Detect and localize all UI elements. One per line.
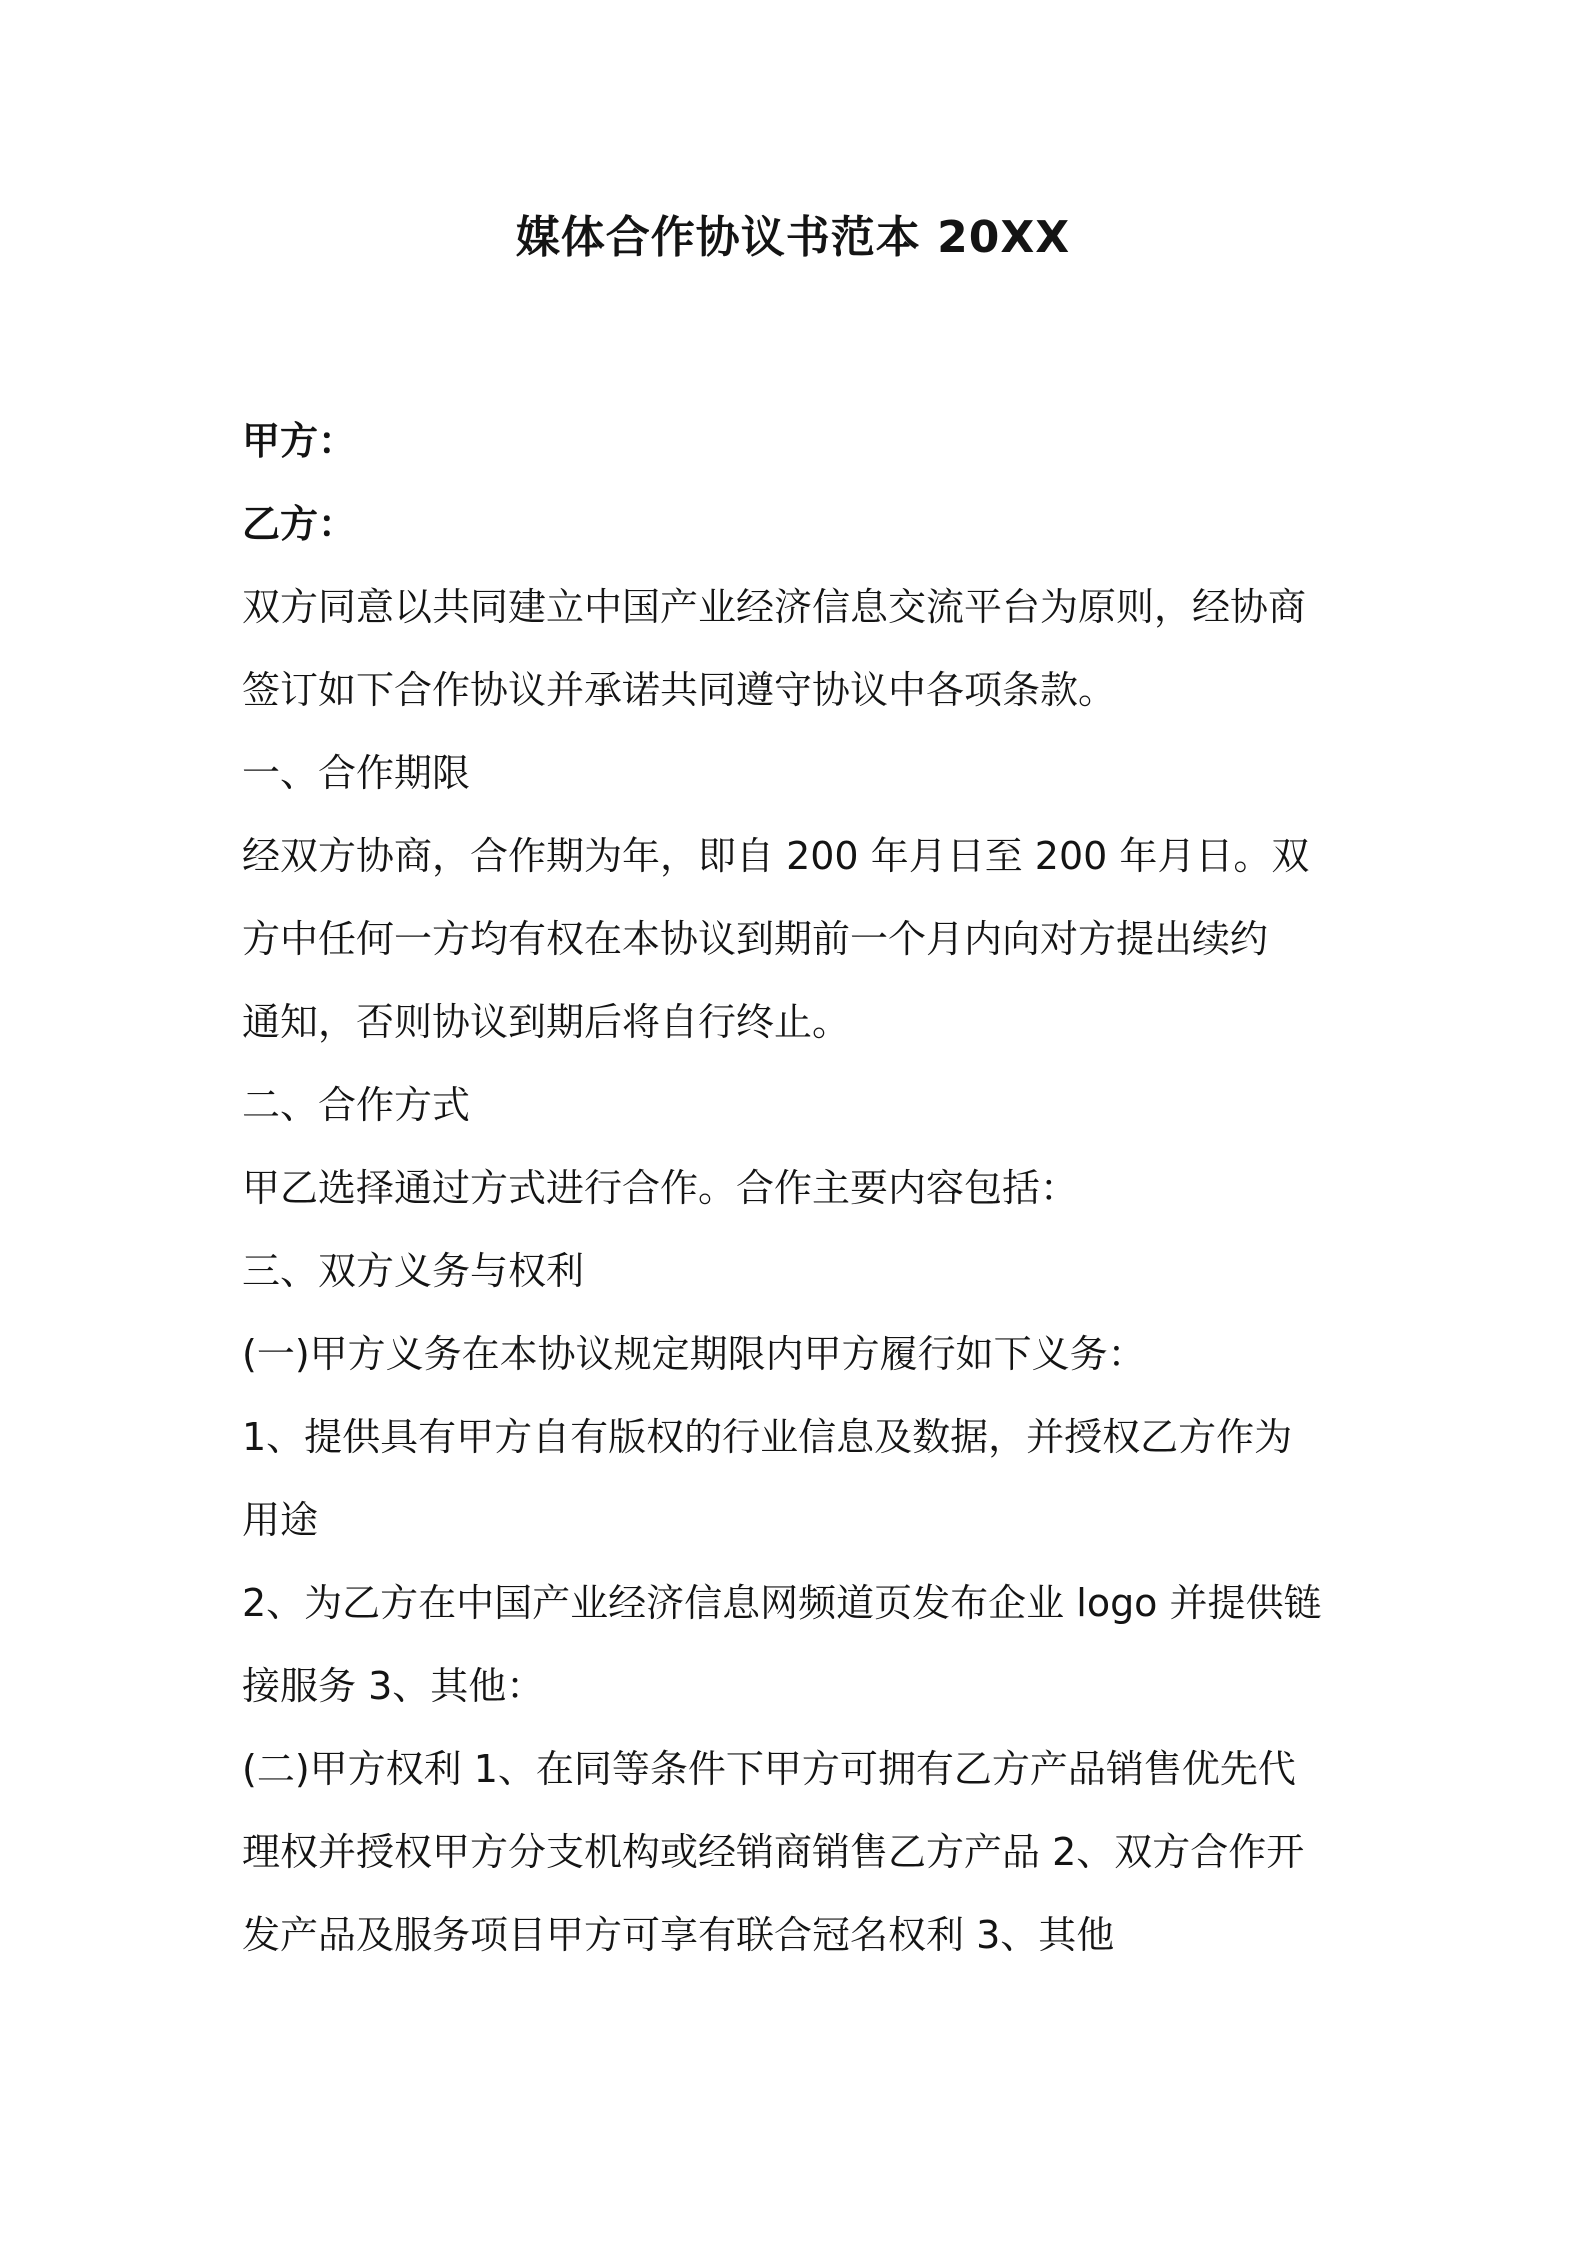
rights-line-3: 发产品及服务项目甲方可享有联合冠名权利 3、其他: [242, 1913, 1115, 1957]
obligations-line-4: 2、为乙方在中国产业经济信息网频道页发布企业 logo 并提供链: [242, 1581, 1322, 1625]
term-line-3: 通知，否则协议到期后将自行终止。: [242, 1000, 851, 1044]
obligations-line-5: 接服务 3、其他：: [242, 1664, 545, 1708]
obligations-line-2: 1、提供具有甲方自有版权的行业信息及数据，并授权乙方作为: [242, 1415, 1293, 1459]
party-a-line: 甲方：: [242, 419, 357, 463]
method-line-1: 甲乙选择通过方式进行合作。合作主要内容包括：: [242, 1166, 1079, 1210]
obligations-line-1: (一)甲方义务在本协议规定期限内甲方履行如下义务：: [242, 1332, 1146, 1376]
intro-line-1: 双方同意以共同建立中国产业经济信息交流平台为原则，经协商: [242, 585, 1307, 629]
rights-line-1: (二)甲方权利 1、在同等条件下甲方可拥有乙方产品销售优先代: [242, 1747, 1296, 1791]
term-line-1: 经双方协商，合作期为年，即自 200 年月日至 200 年月日。双: [242, 834, 1310, 878]
section-heading-term: 一、合作期限: [242, 751, 471, 795]
intro-line-2: 签订如下合作协议并承诺共同遵守协议中各项条款。: [242, 668, 1117, 712]
term-line-2: 方中任何一方均有权在本协议到期前一个月内向对方提出续约: [242, 917, 1269, 961]
section-heading-rights: 三、双方义务与权利: [242, 1249, 585, 1293]
obligations-line-3: 用途: [242, 1498, 319, 1542]
rights-line-2: 理权并授权甲方分支机构或经销商销售乙方产品 2、双方合作开: [242, 1830, 1305, 1874]
party-b-line: 乙方：: [242, 502, 357, 546]
document-title: 媒体合作协议书范本 20XX: [515, 212, 1071, 263]
document-body: [242, 400, 1360, 1977]
section-heading-method: 二、合作方式: [242, 1083, 471, 1127]
